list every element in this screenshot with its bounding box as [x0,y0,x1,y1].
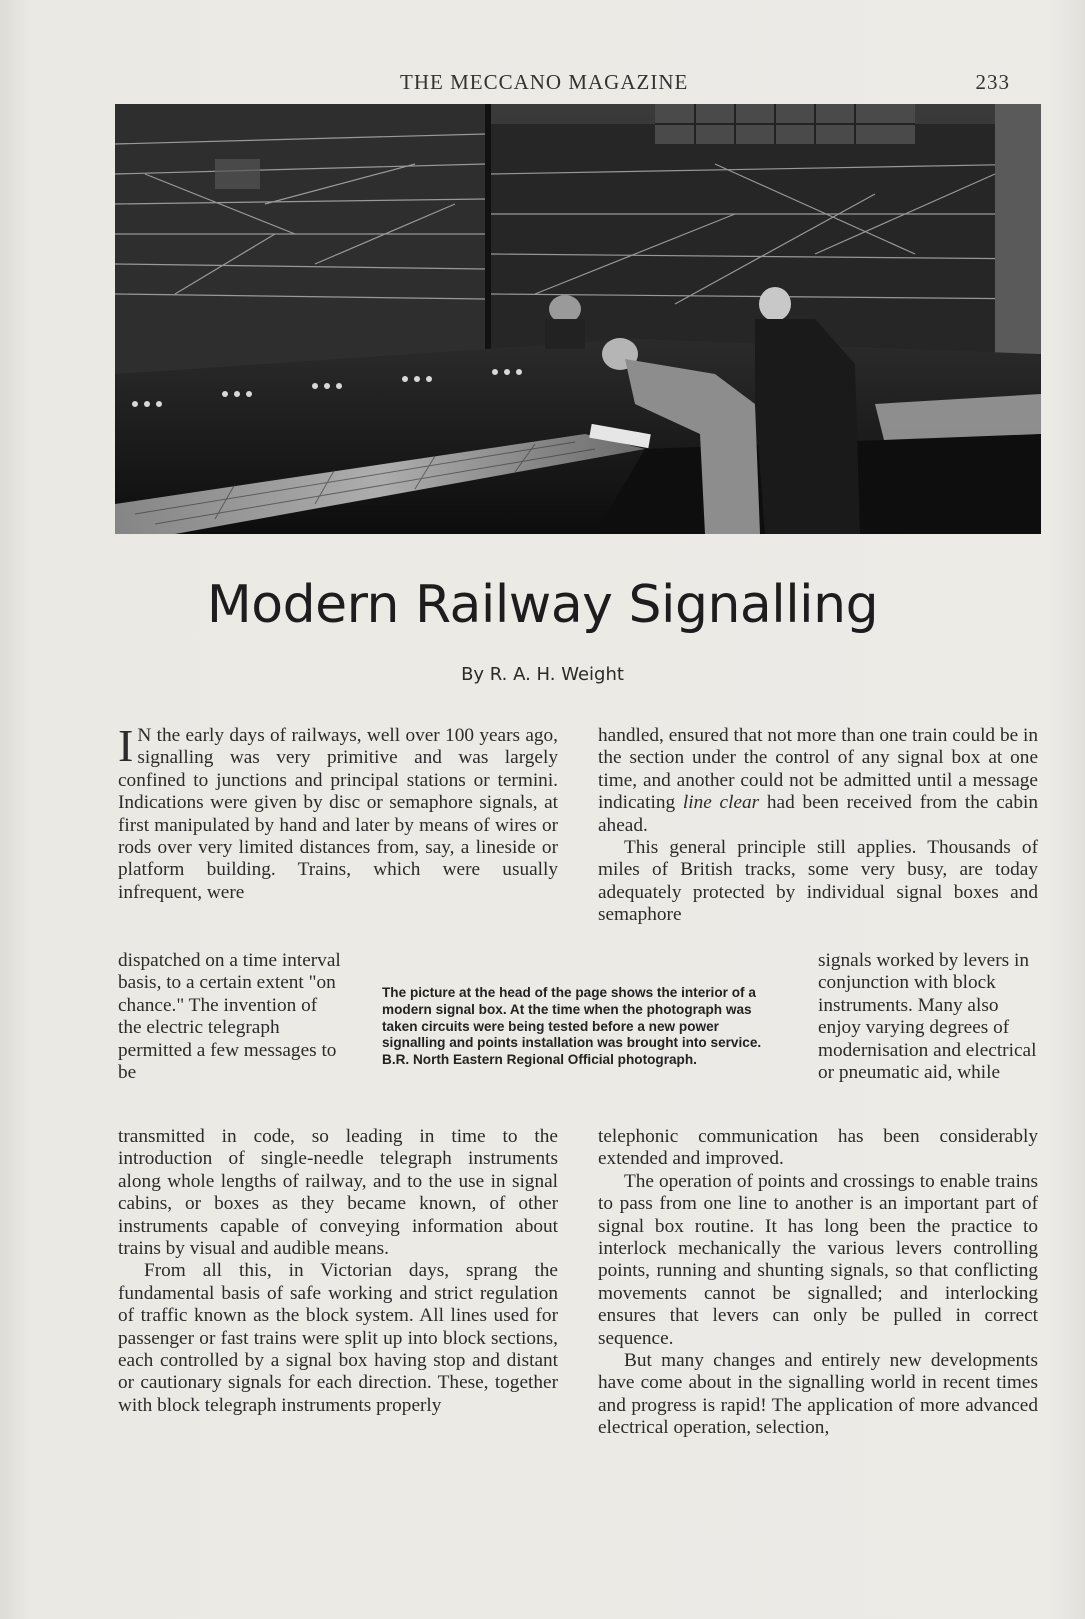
paragraph-text: From all this, in Victorian days, sprang the fundamental basis of safe working and strict regulation of traffic known as the block system. All lines used for passenger or fast trains were split up into block sections, each controlled by a signal box having stop and distant or cautionary signals for each direction. These, together with block telegraph instruments properly [118,1260,558,1416]
signal-box-photograph [115,104,1041,534]
paragraph-text: telephonic communication has been considerably extended and improved. [598,1126,1038,1170]
left-column-top [118,720,558,904]
paragraph-text: But many changes and entirely new developments have come about in the signalling world in recent times and progress is rapid! The application of more advanced electrical operation, selection, [598,1350,1038,1439]
right-column-narrow [818,950,1040,1084]
paragraph-text: dispatched on a time interval basis, to a certain extent "on chance." The invention of the electric telegraph permitted a few messages to be [118,950,341,1084]
paragraph-text: N the early days of railways, well over 100 years ago, signalling was very primitive and was largely confined to junctions and principal stations or termini. Indications were given by disc or semaphore signals, at first manipulated by hand and later by means of wires or rods over very limited distances from, say, a lineside or platform building. Trains, which were usually infrequent, were [118,725,558,903]
drop-cap: I [118,720,134,771]
running-head [115,70,1040,96]
article-byline: By R. A. H. Weight [461,664,624,685]
paragraph-text: had been received from the cabin ahead. [598,792,1038,836]
paragraph-text: This general principle still applies. Thousands of miles of British tracks, some very busy, are today adequately protected by individual signal boxes and semaphore [598,837,1038,926]
left-column-bottom [118,1126,558,1417]
emphasis-text: line clear [682,792,760,814]
paragraph-text: transmitted in code, so leading in time to the introduction of single-needle telegraph instruments along whole lengths of railway, and to the use in signal cabins, or boxes as they became known, of other instruments capable of conveying information about trains by visual and audible means. [118,1126,558,1260]
photo-caption: The picture at the head of the page shows the interior of a modern signal box. At the time when the photograph was taken circuits were being tested before a new power signalling and points installation was brought into service. B.R. North Eastern Regional Official photograph. [382,985,762,1068]
photo-illustration [115,104,1041,534]
paragraph-text: The operation of points and crossings to enable trains to pass from one line to another is an important part of signal box routine. It has long been the practice to interlock mechanically the various levers controlling points, running and shunting signals, so that conflicting movements cannot be signalled; and interlocking ensures that levers can only be pulled in correct sequence. [598,1170,1038,1349]
article-title: Modern Railway Signalling [206,575,879,635]
right-column-bottom [598,1126,1038,1440]
paragraph [598,725,1038,837]
paragraph-text: signals worked by levers in conjunction with block instruments. Many also enjoy varying degrees of modernisation and electrical or pneumatic aid, while [818,950,1037,1084]
page-number: 233 [975,70,1010,94]
paragraph-text: handled, ensured that not more than one train could be in the section under the control of any signal box at one time, and another could not be admitted until a message indicating [598,725,1038,814]
right-column-top [598,725,1038,927]
left-column-narrow [118,950,343,1084]
magazine-title: THE MECCANO MAGAZINE [400,70,689,94]
